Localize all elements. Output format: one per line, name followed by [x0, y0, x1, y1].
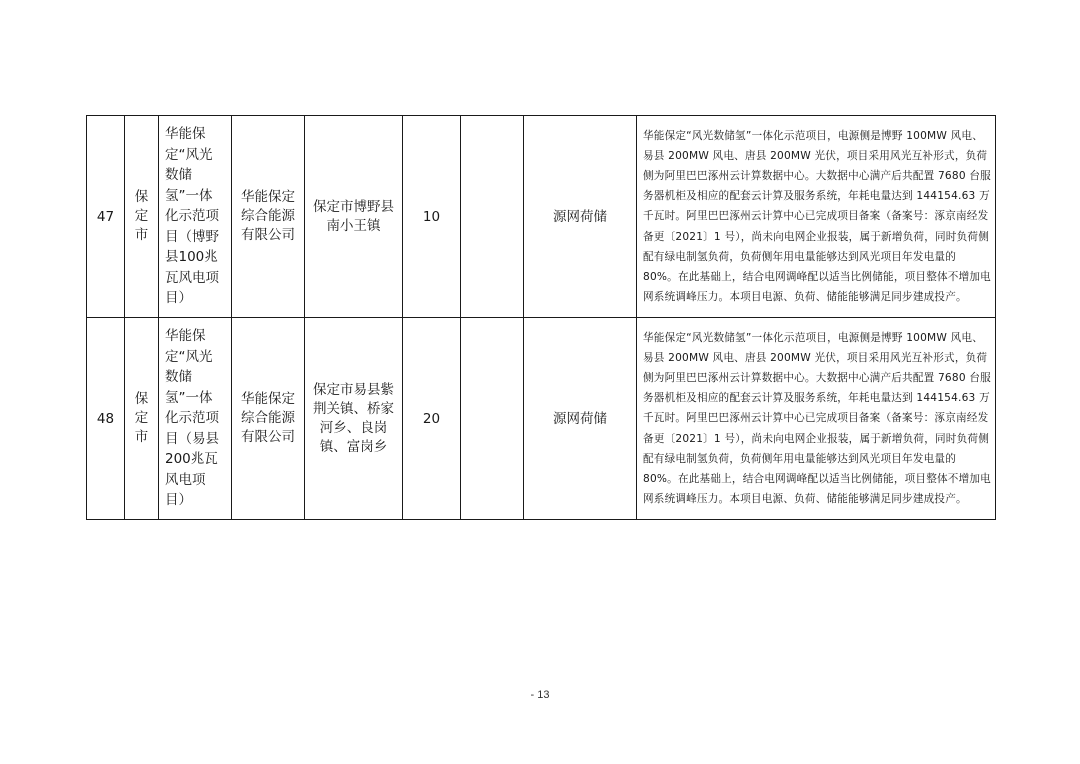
row-project-name: 华能保定“风光数储氢”一体化示范项目（易县200兆瓦风电项目） — [159, 318, 232, 520]
table-row — [87, 318, 996, 520]
row-blank-cell — [461, 318, 524, 520]
row-description: 华能保定“风光数储氢”一体化示范项目，电源侧是博野 100MW 风电、易县 200MW 风电、唐县 200MW 光伏，项目采用风光互补形式，负荷侧为阿里巴巴涿州云计算数据中心。大数据中心满产后共配置 7680 台服务器机柜及相应的配套云计算及服务系统，年耗电量达到 144154.63 万千瓦时。阿里巴巴涿州云计算中心已完成项目备案（备案号：涿京南经发备更〔2021〕1 号），尚未向电网企业报装，属于新增负荷，同时负荷侧配有绿电制氢负荷，负荷侧年用电量能够达到风光项目年发电量的 80%。在此基础上，结合电网调峰配以适当比例储能，项目整体不增加电网系统调峰压力。本项目电源、负荷、储能能够满足同步建成投产。 — [637, 318, 996, 520]
row-company: 华能保定综合能源有限公司 — [232, 116, 305, 318]
row-type: 源网荷储 — [524, 318, 637, 520]
row-capacity: 20 — [403, 318, 461, 520]
row-capacity: 10 — [403, 116, 461, 318]
row-index: 47 — [87, 116, 125, 318]
project-table — [86, 115, 996, 520]
row-project-name: 华能保定“风光数储氢”一体化示范项目（博野县100兆瓦风电项目） — [159, 116, 232, 318]
row-description: 华能保定“风光数储氢”一体化示范项目，电源侧是博野 100MW 风电、易县 200MW 风电、唐县 200MW 光伏，项目采用风光互补形式，负荷侧为阿里巴巴涿州云计算数据中心。大数据中心满产后共配置 7680 台服务器机柜及相应的配套云计算及服务系统，年耗电量达到 144154.63 万千瓦时。阿里巴巴涿州云计算中心已完成项目备案（备案号：涿京南经发备更〔2021〕1 号），尚未向电网企业报装，属于新增负荷，同时负荷侧配有绿电制氢负荷，负荷侧年用电量能够达到风光项目年发电量的 80%。在此基础上，结合电网调峰配以适当比例储能，项目整体不增加电网系统调峰压力。本项目电源、负荷、储能能够满足同步建成投产。 — [637, 116, 996, 318]
page-number: - 13 — [530, 689, 550, 701]
row-blank-cell — [461, 116, 524, 318]
row-location: 保定市博野县南小王镇 — [305, 116, 403, 318]
row-location: 保定市易县紫荆关镇、桥家河乡、良岗镇、富岗乡 — [305, 318, 403, 520]
row-company: 华能保定综合能源有限公司 — [232, 318, 305, 520]
row-index: 48 — [87, 318, 125, 520]
row-type: 源网荷储 — [524, 116, 637, 318]
table-row — [87, 116, 996, 318]
row-city: 保 定 市 — [125, 116, 159, 318]
row-city: 保 定 市 — [125, 318, 159, 520]
